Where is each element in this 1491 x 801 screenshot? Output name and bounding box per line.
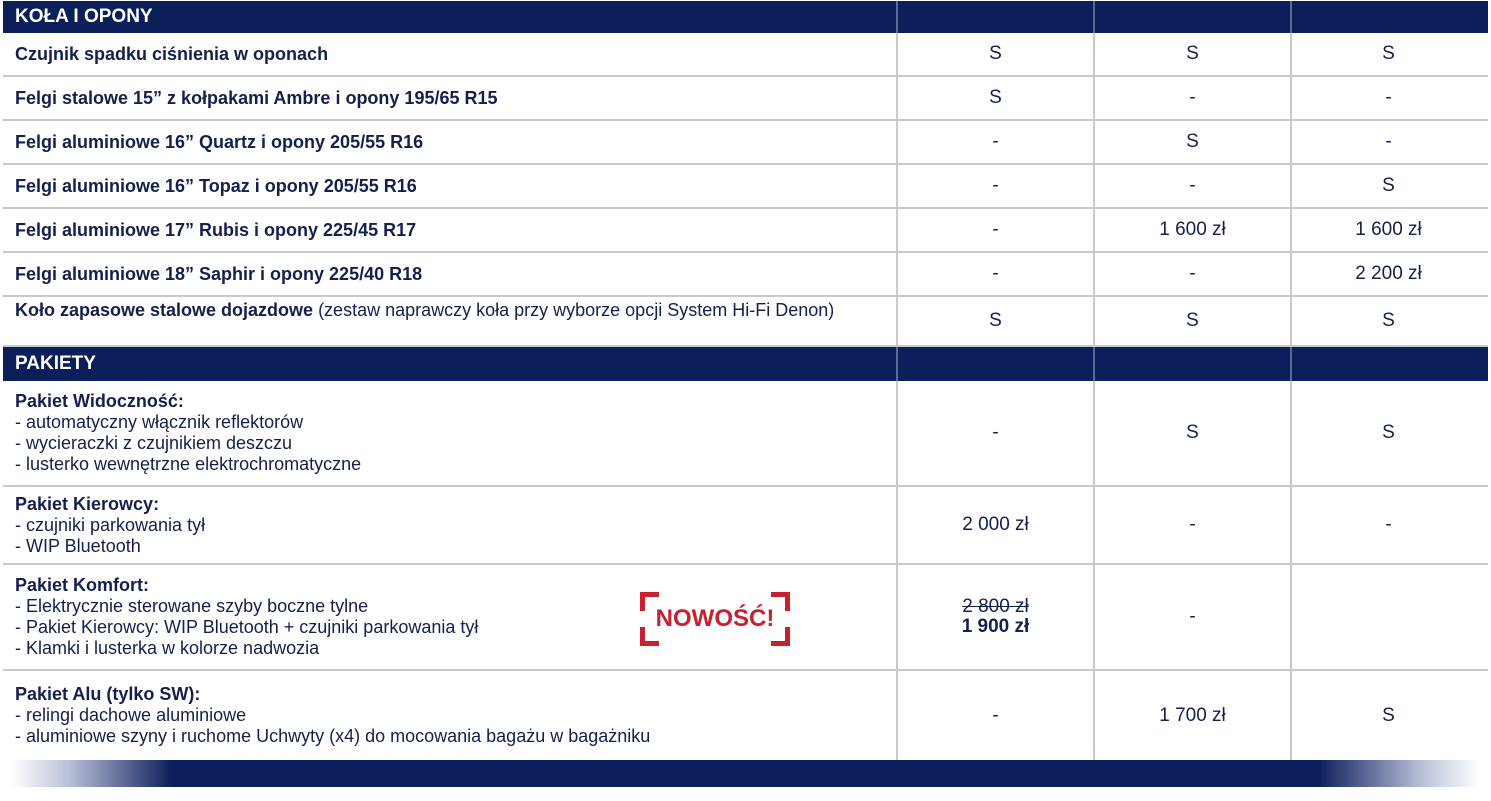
package-item: - wycieraczki z czujnikiem deszczu: [15, 433, 293, 453]
value-cell: S: [1290, 165, 1485, 207]
new-badge-label: NOWOŚĆ!: [655, 605, 775, 632]
package-row: [3, 381, 1488, 487]
row-label-note: (zestaw naprawczy koła przy wyborze opcji System Hi-Fi Denon): [313, 300, 835, 320]
table-row: [3, 77, 1488, 121]
value-cell: S: [896, 77, 1093, 119]
value-cell: -: [896, 381, 1093, 485]
package-name: Pakiet Alu (tylko SW):: [15, 684, 201, 704]
section-header-wheels: [3, 1, 1488, 33]
value-cell: 2 000 zł: [896, 487, 1093, 563]
value-cell: -: [896, 209, 1093, 251]
package-item: - WIP Bluetooth: [15, 535, 141, 556]
package-row: [3, 671, 1488, 760]
value-cell: S: [1290, 297, 1485, 345]
package-description: [3, 671, 896, 760]
footer-bar: [10, 760, 1480, 787]
value-cell: 1 600 zł: [1093, 209, 1290, 251]
section-header-packages: [3, 347, 1488, 381]
row-label: Felgi stalowe 15” z kołpakami Ambre i opony 195/65 R15: [15, 87, 498, 108]
value-cell: -: [1290, 487, 1485, 563]
table-row: [3, 253, 1488, 297]
table-row: [3, 165, 1488, 209]
package-name: Pakiet Komfort:: [15, 575, 150, 595]
package-item: - Pakiet Kierowcy: WIP Bluetooth + czujniki parkowania tył: [15, 617, 479, 637]
value-cell: -: [1290, 121, 1485, 163]
value-cell: S: [1290, 33, 1485, 75]
table-row: [3, 297, 1488, 347]
package-description: [3, 487, 896, 563]
section-title: PAKIETY: [15, 353, 96, 374]
old-price: 2 800 zł: [962, 596, 1029, 617]
new-badge: [640, 592, 790, 646]
value-cell: -: [1093, 565, 1290, 669]
table-row: [3, 33, 1488, 77]
row-label: Felgi aluminiowe 18” Saphir i opony 225/40 R18: [15, 263, 423, 284]
value-cell: -: [896, 253, 1093, 295]
value-cell: -: [896, 165, 1093, 207]
value-cell: S: [1093, 381, 1290, 485]
value-cell: S: [1093, 121, 1290, 163]
value-cell: 1 600 zł: [1290, 209, 1485, 251]
package-item: - Elektrycznie sterowane szyby boczne tylne: [15, 596, 369, 616]
row-label: Felgi aluminiowe 16” Topaz i opony 205/55 R16: [15, 175, 417, 196]
table-row: [3, 121, 1488, 165]
package-item: - aluminiowe szyny i ruchome Uchwyty (x4) do mocowania bagażu w bagażniku: [15, 726, 651, 746]
value-cell: S: [1290, 381, 1485, 485]
table-row: [3, 209, 1488, 253]
package-name: Pakiet Kierowcy:: [15, 493, 160, 514]
new-price: 1 900 zł: [961, 616, 1030, 637]
value-cell: S: [896, 33, 1093, 75]
section-title: KOŁA I OPONY: [15, 6, 153, 27]
package-item: - czujniki parkowania tył: [15, 514, 206, 535]
value-cell: S: [1290, 671, 1485, 760]
value-cell: S: [1093, 297, 1290, 345]
row-label: Felgi aluminiowe 17” Rubis i opony 225/45 R17: [15, 219, 417, 240]
package-item: - Klamki i lusterka w kolorze nadwozia: [15, 638, 320, 658]
value-cell: 2 200 zł: [1290, 253, 1485, 295]
row-label-main: Koło zapasowe stalowe dojazdowe: [15, 300, 314, 320]
package-row: [3, 487, 1488, 565]
package-item: - relingi dachowe aluminiowe: [15, 705, 247, 725]
value-cell: -: [1093, 487, 1290, 563]
row-label: Felgi aluminiowe 16” Quartz i opony 205/55 R16: [15, 131, 424, 152]
package-item: - automatyczny włącznik reflektorów: [15, 412, 304, 432]
value-cell: [1290, 565, 1485, 669]
value-cell: 1 700 zł: [1093, 671, 1290, 760]
row-label: [3, 297, 896, 345]
value-cell: S: [1093, 33, 1290, 75]
value-cell: -: [1093, 253, 1290, 295]
value-cell: -: [1093, 165, 1290, 207]
equipment-table: [3, 1, 1488, 760]
row-label: Czujnik spadku ciśnienia w oponach: [15, 43, 329, 64]
package-item: - lusterko wewnętrzne elektrochromatyczne: [15, 454, 362, 474]
value-cell: -: [896, 121, 1093, 163]
package-name: Pakiet Widoczność:: [15, 391, 184, 411]
value-cell: -: [1290, 77, 1485, 119]
value-cell: -: [896, 671, 1093, 760]
value-cell: S: [896, 297, 1093, 345]
package-description: [3, 381, 896, 485]
price-cell: [896, 565, 1093, 669]
value-cell: -: [1093, 77, 1290, 119]
